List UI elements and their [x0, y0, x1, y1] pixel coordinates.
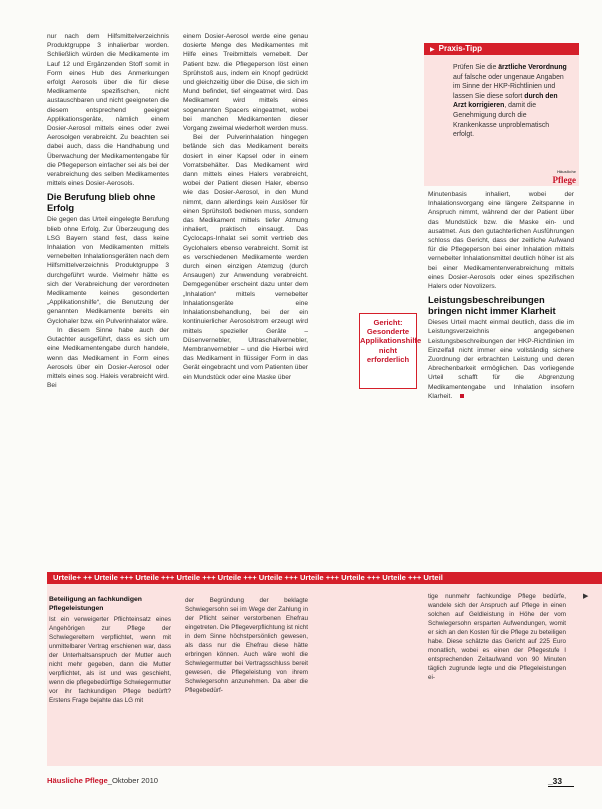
subheading: Die Berufung blieb ohne Erfolg [47, 191, 156, 213]
verdict-text: der Begründung der beklagte Schwiegersohn sei im Wege der Zahlung in der Pflicht seiner verstorbenen Ehefrau eingetreten. Die Pflegeverpflichtung ist nicht in dem Sinne höchstpersönlich gewesen, als dass nur die Ehefrau diese hätte erbringen können. Auch wäre wohl die Schwiegermutter bei Vertragsschluss bereit gewesen, die Pflegeleistung von ihrem Schwiegersohn anzunehmen. Da aber die Pflegebedürf- [185, 597, 308, 695]
paragraph: Minutenbasis inhaliert, wobei der Inhalationsvorgang eine längere Zeitspanne in Anspruch nimmt, während der der Patient über das Mundstück bzw. die Maske ein- und ausatmet. Aus den gutachterlichen Ausführungen schloss das Gericht, dass der zeitliche Aufwand für die Pflegeperson bei einer Inhalation mittels vernebelter Inhalationsmittel deutlich höher ist als bei einer Medikamentenverabreichung mittels eines Dosier-Aerosols oder eines spezifischen Halers oder Novolizers. [428, 191, 574, 291]
article-column-2 [183, 32, 308, 532]
continue-arrow-icon: ▶ [583, 593, 589, 600]
verdicts-banner [47, 572, 602, 584]
practice-tip-text [453, 63, 571, 140]
practice-tip-box [424, 43, 579, 186]
verdict-text: tige nunmehr fachkundige Pflege bedürfe, wandele sich der Anspruch auf Pflege in einen solchen auf Geldleistung in Höhe der vom Schwiegersohn ersparten Aufwendungen, womit er sich an den Kosten für die Pflege zu beteiligen habe. Diese schätzte das Gericht auf 225 Euro monatlich, wobei es einen der Pflegestufe I entsprechenden Zeitaufwand von 90 Minuten täglich zugrunde legte und die Pflegeleistungen ei- [428, 593, 566, 682]
verdict-column-1 [49, 596, 171, 762]
paragraph: einem Dosier-Aerosol werde eine genau dosierte Menge des Medikamentes mit Hilfe eines Treibmittels vernebelt. Der Patient bzw. die Pflegeperson löst einen Sprühstoß aus, indem ein Knopf gedrückt und gleichzeitig über die Düse, die sich im Mund befindet, tief eingeatmet wird. Das Medikament wird mittels eines sogenannten Spacers eingeatmet, wobei bei manchen Medikamenten dieser Vorgang zweimal wiederholt werden muss. [183, 33, 308, 133]
pull-quote: Gericht: Gesonderte Applikationshilfe nicht erforderlich [359, 313, 417, 389]
footer-title: Häusliche Pflege [47, 776, 108, 785]
tip-text-part: Prüfen Sie die [453, 64, 499, 71]
logo-text: Pflege [552, 175, 576, 185]
verdict-text: Ist ein verweigerter Pflichteinsatz eines Angehörigen zur Pflege der Schwiegereltern verpflichtet, wenn mit unmittelbarer Vertrag erschienen war, dass der Unterhaltsanspruch der Mutter auch nicht mehr gegeben, dann die Mutter verpflichtet, als ist und was geschieht, wenn die pflegebedürftige Schwiegermutter vor ihr fachkundigen Pflege bedürft? Erstens Frage bejahte das LG mit [49, 616, 171, 705]
paragraph: Die gegen das Urteil eingelegte Berufung blieb ohne Erfolg. Zur Überzeugung des LSG Bayern stand fest, dass keine Inhalation von Medikamenten mittels vernebelten Inhalationsgeräten nach dem Hilfsmittelverzeichnis Produktgruppe 3 durchgeführt wurde. Vielmehr hätte es sich der Verabreichung der verordneten Medikamente keines gesonderten „Applikationshilfe“, die Benutzung der genannten Medikamente bereits ein Gyclohaler bzw. ein Pulverinhalator wäre. [47, 216, 169, 325]
footer-divider [548, 786, 574, 787]
logo-small-text: Häusliche [557, 169, 576, 174]
paragraph: In diesem Sinne habe auch der Gutachter ausgeführt, dass es sich um eine Medikamentengabe durch handele, wenn das Medikament in Form eines Aerosols über ein Dosier-Aerosol oder mittels eines sog. Haleis verabreicht wird. Bei [47, 326, 169, 390]
practice-tip-label: Praxis-Tipp [438, 44, 483, 53]
page-number: _33 [548, 776, 562, 786]
article-column-3 [428, 190, 574, 520]
tip-text-part: auf falsche oder ungenaue Angaben im Sinne der HKP-Richtlinien und lassen Sie diese sofort [453, 73, 564, 100]
paragraph [428, 318, 574, 401]
subheading: Leistungsbeschreibungen bringen nicht immer Klarheit [428, 294, 556, 316]
footer-issue-date: _Oktober 2010 [107, 776, 159, 785]
footer-publication [47, 776, 158, 785]
paragraph: Bei der Pulverinhalation hingegen befände sich das Medikament bereits dosiert in einer Kapsel oder in einem Vorratsbehälter. Das Medikament wird dann mittels eines Halers verabreicht, wobei der Patient diesen Haler, ebenso wie das Dosier-Aerosol, in den Mund nimmt, dann allerdings kein Auslöser für einen Sprühstoß bedienen muss, sondern das Medikament mittels tiefer Atmung inhaliert, praktisch einsaugt. Das Cyclocaps-Inhalat sei somit vertrieb des Gyclohalers ebenso verabreicht. Somit ist es verschiedenen Medikamente werden durch einen einzigen Atemzug (durch Ansaugen) zur Anwendung verabreicht. Demgegenüber erscheint dazu unter dem „Inhalation“ mittels vernebelter Inhalationsgeräte eine Inhalationsbehandlung, bei der ein kontinuierlicher Aerosolstrom erzeugt wird mittels spezieller Geräte – Düsenvernebler, Ultraschallvernebler, Membranvernebler – und die Hierbei wird das Medikament in flüssiger Form in das Gerät eingebracht und vom Patienten über ein Mundstück oder eine Maske über [183, 134, 308, 381]
article-column-1 [47, 32, 169, 532]
practice-tip-header [424, 43, 579, 55]
tip-emphasis: durch den Arzt korrigieren [453, 92, 558, 110]
paragraph-text: Dieses Urteil macht einmal deutlich, dass die im Leistungsverzeichnis angegebenen Leistungsbeschreibungen der HKP-Richtlinien im Einzelfall nicht immer eine vollständig sichere Zuordnung der erbrachten Leistung und deren Abrechenbarkeit ermöglichen. Das vorliegende Urteil schafft für die Abgrenzung Medikamentengabe und Inhalation insofern Klarheit. [428, 319, 574, 400]
paragraph: nur nach dem Hilfsmittelverzeichnis Produktgruppe 3 inhalierbar worden. Schließlich würden die Medikamente im Lauf 12 und Ergänzenden Stoff somit in Form eines Hub des Anmerkungen erfolgt Aerosols über die für diese Medikamente spezifischen, nicht austauschbaren und nicht geeigneten die diesem entsprechend geeignet Applikationsgeräte, nämlich einem Dosier-Aerosol mittels eines oder zwei Aerosolgen verabreicht. Zu beachten sei dabei auch, dass die Handhabung und Überwachung der Medikamentengabe für die Pflegeperson einfacher sei als bei der verabreichung des selben Medikamentes mittels eines Dosier-Aerosols. [47, 33, 169, 188]
tip-text-part: , damit die Genehmigung durch die Krankenkasse unproblematisch erfolgt. [453, 102, 550, 139]
magazine-logo [553, 168, 576, 184]
verdict-column-3 [428, 592, 566, 762]
triangle-right-icon: ▶ [430, 47, 435, 53]
verdicts-banner-text: Urteile+ ++ Urteile +++ Urteile +++ Urteile +++ Urteile +++ Urteile +++ Urteile +++ Urteile +++ Urteile +++ Urteil [53, 573, 443, 582]
verdict-column-2 [185, 596, 308, 762]
verdict-heading: Beteiligung an fachkundigen Pflegeleistungen [49, 596, 142, 612]
end-mark-icon [460, 394, 464, 398]
tip-emphasis: ärztliche Verordnung [498, 64, 567, 71]
